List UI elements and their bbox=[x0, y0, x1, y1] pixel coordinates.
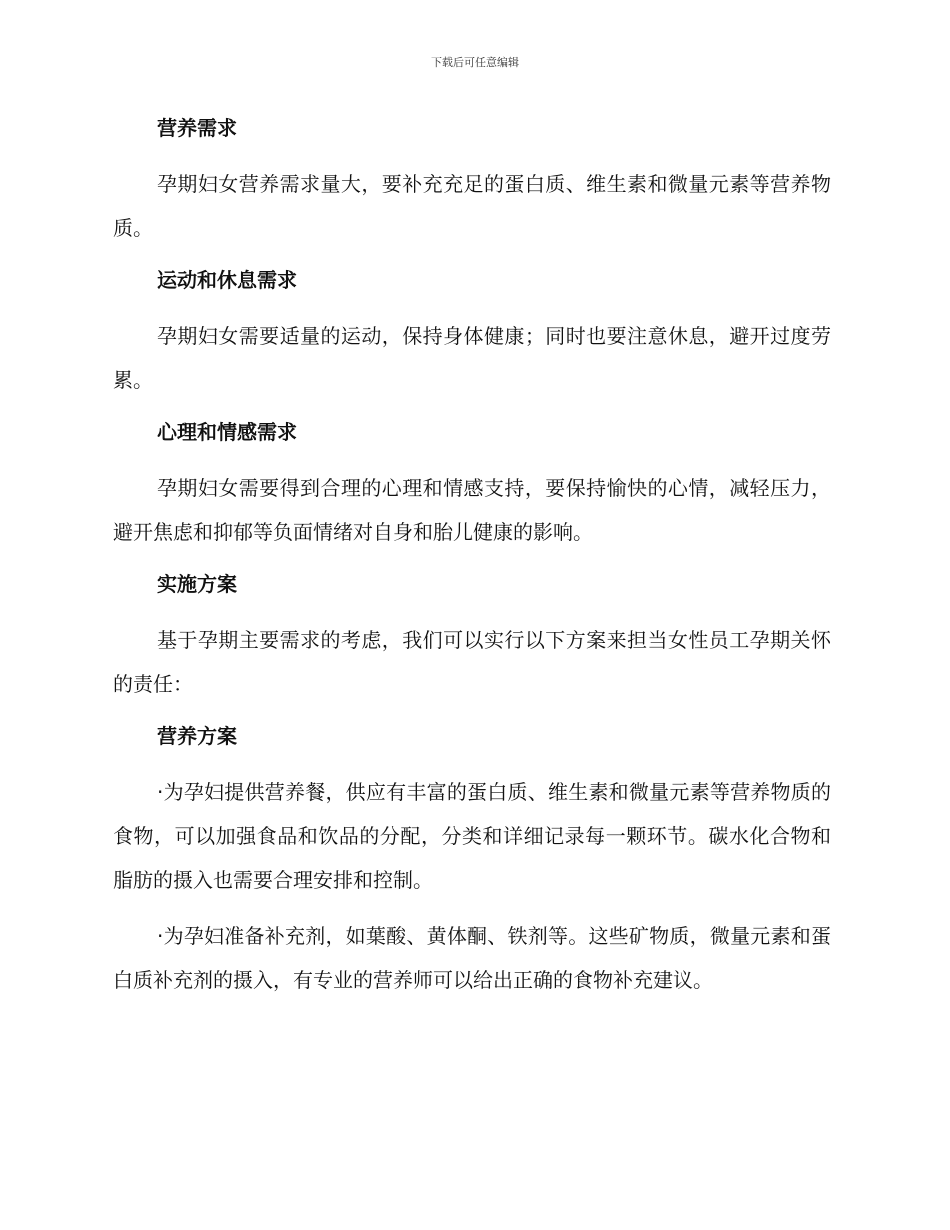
section-heading-psychological-needs: 心理和情感需求 bbox=[157, 420, 297, 444]
section-heading-nutrition-plan: 营养方案 bbox=[157, 724, 237, 748]
paragraph-nutrition-plan-supplements: ·为孕妇准备补充剂，如葉酸、黄体酮、铁剂等。这些矿物质，微量元素和蛋白质补充剂的摄入，有专业的营养师可以给出正确的食物补充建议。 bbox=[113, 924, 831, 992]
paragraph-nutrition-plan-meals: ·为孕妇提供营养餐，供应有丰富的蛋白质、维生素和微量元素等营养物质的食物，可以加强食品和饮品的分配，分类和详细记录每一颗环节。碳水化合物和脂肪的摄入也需要合理安排和控制。 bbox=[113, 780, 831, 892]
paragraph-implementation-plan: 基于孕期主要需求的考虑，我们可以实行以下方案来担当女性员工孕期关怀的责任： bbox=[113, 628, 831, 696]
paragraph-psychological-needs: 孕期妇女需要得到合理的心理和情感支持，要保持愉快的心情，减轻压力，避开焦虑和抑郁等负面情绪对自身和胎儿健康的影响。 bbox=[113, 476, 831, 544]
section-heading-exercise-rest-needs: 运动和休息需求 bbox=[157, 268, 297, 292]
section-heading-implementation-plan: 实施方案 bbox=[157, 572, 237, 596]
paragraph-nutrition-needs: 孕期妇女营养需求量大，要补充充足的蛋白质、维生素和微量元素等营养物质。 bbox=[113, 172, 831, 240]
document-body bbox=[113, 112, 831, 1016]
page-header: 下载后可任意编辑 bbox=[431, 56, 519, 69]
section-heading-nutrition-needs: 营养需求 bbox=[157, 116, 237, 140]
paragraph-exercise-rest-needs: 孕期妇女需要适量的运动，保持身体健康；同时也要注意休息，避开过度劳累。 bbox=[113, 324, 831, 392]
